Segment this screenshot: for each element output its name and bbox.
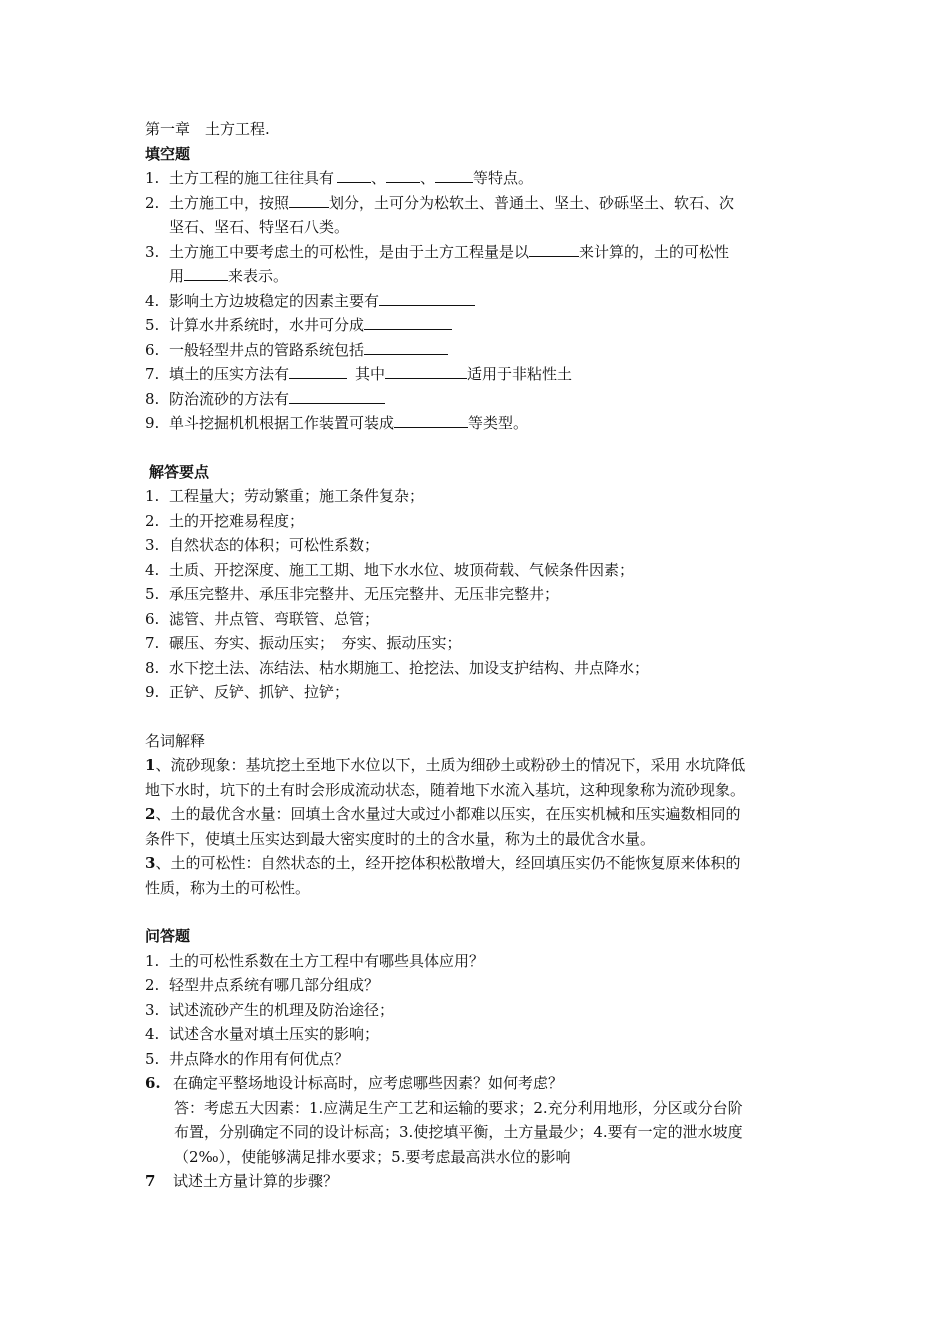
item-number: 1. (145, 951, 160, 970)
item-number: 9. (145, 683, 160, 701)
question-text: 土方施工中，按照 (169, 193, 290, 212)
question-number: 7. (145, 365, 160, 383)
answer-item-3 (145, 533, 815, 558)
question-text-continued (145, 264, 815, 289)
term-item-2 (145, 802, 815, 827)
answer-blank (529, 242, 579, 257)
item-text: 碾压、夯实、振动压实； 夯实、振动压实； (169, 634, 462, 652)
question-text: 土方工程的施工往往具有 (169, 169, 335, 187)
question-number: 1. (145, 169, 160, 187)
question-text: 一般轻型井点的管路系统包括 (169, 340, 365, 359)
fill-question-7 (145, 362, 815, 387)
item-text: 土质、开挖深度、施工工期、地下水水位、坡顶荷载、气候条件因素； (169, 560, 635, 579)
term-item-1 (145, 753, 815, 778)
qa-heading: 问答题 (145, 927, 191, 945)
fill-question-2 (145, 191, 815, 216)
term-item-3 (145, 851, 815, 876)
question-text: 计算水井系统时，水井可分成 (169, 316, 365, 334)
question-number: 3. (145, 242, 160, 261)
qa-question-2 (145, 973, 815, 998)
item-text: 水下挖土法、冻结法、枯水期施工、抢挖法、加设支护结构、井点降水； (169, 658, 650, 677)
item-text: 轻型井点系统有哪几部分组成？ (169, 976, 380, 994)
term-definition: 、流砂现象：基坑挖土至地下水位以下，土质为细砂土或粉砂土的情况下，采用 水坑降低 (155, 756, 746, 774)
term-definition-continued: 性质，称为土的可松性。 (145, 878, 311, 897)
question-text: 等类型。 (468, 414, 529, 432)
item-text: 承压完整井、承压非完整井、无压完整井、无压非完整井； (169, 585, 560, 603)
answer-blank (184, 266, 228, 281)
fill-question-8 (145, 387, 815, 412)
answer-item-4 (145, 558, 815, 583)
answer-item-5 (145, 582, 815, 607)
item-text: 正铲、反铲、抓铲、拉铲； (169, 683, 350, 701)
item-text: 自然状态的体积；可松性系数； (169, 536, 380, 554)
qa-question-4 (145, 1022, 815, 1047)
item-number: 3. (145, 536, 160, 554)
item-number: 2. (145, 976, 160, 994)
question-text: 等特点。 (473, 169, 534, 187)
fill-question-9 (145, 411, 815, 436)
item-number: 6. (145, 609, 160, 628)
question-text: 防治流砂的方法有 (169, 389, 290, 408)
question-number: 8. (145, 389, 160, 408)
answer-blank (289, 389, 385, 404)
answer-item-2 (145, 509, 815, 534)
question-text: 其中 (355, 365, 386, 383)
answers-heading: 解答要点 (149, 462, 210, 481)
answer-item-7 (145, 631, 815, 656)
answer-blank (386, 168, 420, 183)
qa-question-5 (145, 1047, 815, 1072)
item-number: 1. (145, 487, 160, 505)
question-text: 单斗挖掘机机根据工作装置可装成 (169, 414, 395, 432)
question-text: 填土的压实方法有 (169, 365, 290, 383)
answer-blank (394, 413, 468, 428)
fill-question-5 (145, 313, 815, 338)
fill-question-4 (145, 289, 815, 314)
answer-line: 布置，分别确定不同的设计标高；3.使挖填平衡，土方量最少；4.要有一定的泄水坡度 (174, 1123, 743, 1141)
separator: 、 (420, 169, 436, 187)
question-number: 9. (145, 414, 160, 432)
qa-question-1 (145, 949, 815, 974)
answer-item-9 (145, 680, 815, 705)
question-text: 适用于非粘性土 (467, 365, 573, 383)
item-number: 8. (145, 658, 160, 677)
question-text: 来表示。 (228, 267, 289, 285)
item-text: 滤管、井点管、弯联管、总管； (169, 609, 380, 628)
item-number: 5. (145, 1049, 160, 1068)
answer-blank (364, 315, 452, 330)
terms-list (145, 753, 815, 900)
question-text: 用 (169, 267, 185, 285)
item-text: 试述流砂产生的机理及防治途径； (169, 1000, 395, 1019)
qa-list (145, 949, 815, 1072)
answer-blank (435, 168, 473, 183)
item-text: 试述含水量对填土压实的影响； (169, 1025, 380, 1043)
item-number: 3. (145, 1000, 160, 1019)
item-text: 井点降水的作用有何优点？ (169, 1049, 350, 1068)
question-text: 划分，土可分为松软土、普通土、坚土、砂砾坚土、软石、次 (329, 193, 735, 212)
question-text: 土方施工中要考虑土的可松性，是由于土方工程量是以 (169, 242, 530, 261)
question-text: 试述土方量计算的步骤？ (173, 1172, 339, 1190)
answer-item-1 (145, 484, 815, 509)
question-number: 6. (145, 1074, 161, 1092)
question-number: 7 (145, 1172, 156, 1190)
answer-line: （2‰），使能够满足排水要求；5.要考虑最高洪水位的影响 (174, 1147, 571, 1166)
term-definition: 、土的最优含水量：回填土含水量过大或过小都难以压实，在压实机械和压实遍数相同的 (155, 805, 741, 823)
fill-heading: 填空题 (145, 144, 191, 163)
question-number: 2. (145, 193, 160, 212)
item-number: 2. (145, 511, 160, 530)
item-text: 土的开挖难易程度； (169, 511, 305, 530)
answer-blank (289, 193, 329, 208)
item-number: 5. (145, 585, 160, 603)
fill-question-3 (145, 240, 815, 265)
question-text: 来计算的，土的可松性 (579, 242, 730, 261)
chapter-title: 第一章 土方工程. (145, 120, 270, 138)
answers-list (145, 484, 815, 705)
item-text: 土的可松性系数在土方工程中有哪些具体应用？ (169, 951, 485, 970)
question-text-continued: 坚石、坚石、特坚石八类。 (169, 218, 350, 236)
item-text: 工程量大；劳动繁重；施工条件复杂； (169, 487, 425, 505)
term-number: 1 (145, 756, 156, 774)
answer-blank (289, 364, 347, 379)
qa-question-7 (145, 1169, 815, 1194)
answer-blank (379, 291, 475, 306)
item-number: 4. (145, 1025, 160, 1043)
term-number: 2 (145, 805, 156, 823)
question-text: 影响土方边坡稳定的因素主要有 (169, 291, 380, 310)
item-number: 4. (145, 560, 160, 579)
question-text: 在确定平整场地设计标高时，应考虑哪些因素？如何考虑？ (173, 1074, 564, 1092)
answer-item-6 (145, 607, 815, 632)
term-definition-continued: 条件下，使填土压实达到最大密实度时的土的含水量，称为土的最优含水量。 (145, 829, 656, 848)
separator: 、 (371, 169, 387, 187)
answer-blank (337, 168, 371, 183)
document-page (145, 117, 815, 1194)
answer-line: 答：考虑五大因素：1.应满足生产工艺和运输的要求；2.充分利用地形，分区或分台阶 (174, 1098, 743, 1117)
answer-blank (385, 364, 467, 379)
question-number: 5. (145, 316, 160, 334)
fill-question-1 (145, 166, 815, 191)
terms-heading: 名词解释 (145, 731, 206, 750)
qa-question-3 (145, 998, 815, 1023)
term-definition-continued: 地下水时，坑下的土有时会形成流动状态，随着地下水流入基坑，这种现象称为流砂现象。 (145, 780, 746, 799)
term-definition: 、土的可松性：自然状态的土，经开挖体积松散增大，经回填压实仍不能恢复原来体积的 (155, 854, 741, 872)
item-number: 7. (145, 634, 160, 652)
fill-question-6 (145, 338, 815, 363)
answer-item-8 (145, 656, 815, 681)
answer-blank (364, 340, 448, 355)
question-number: 6. (145, 340, 160, 359)
question-number: 4. (145, 291, 160, 310)
term-number: 3 (145, 854, 156, 872)
qa-question-6 (145, 1071, 815, 1096)
